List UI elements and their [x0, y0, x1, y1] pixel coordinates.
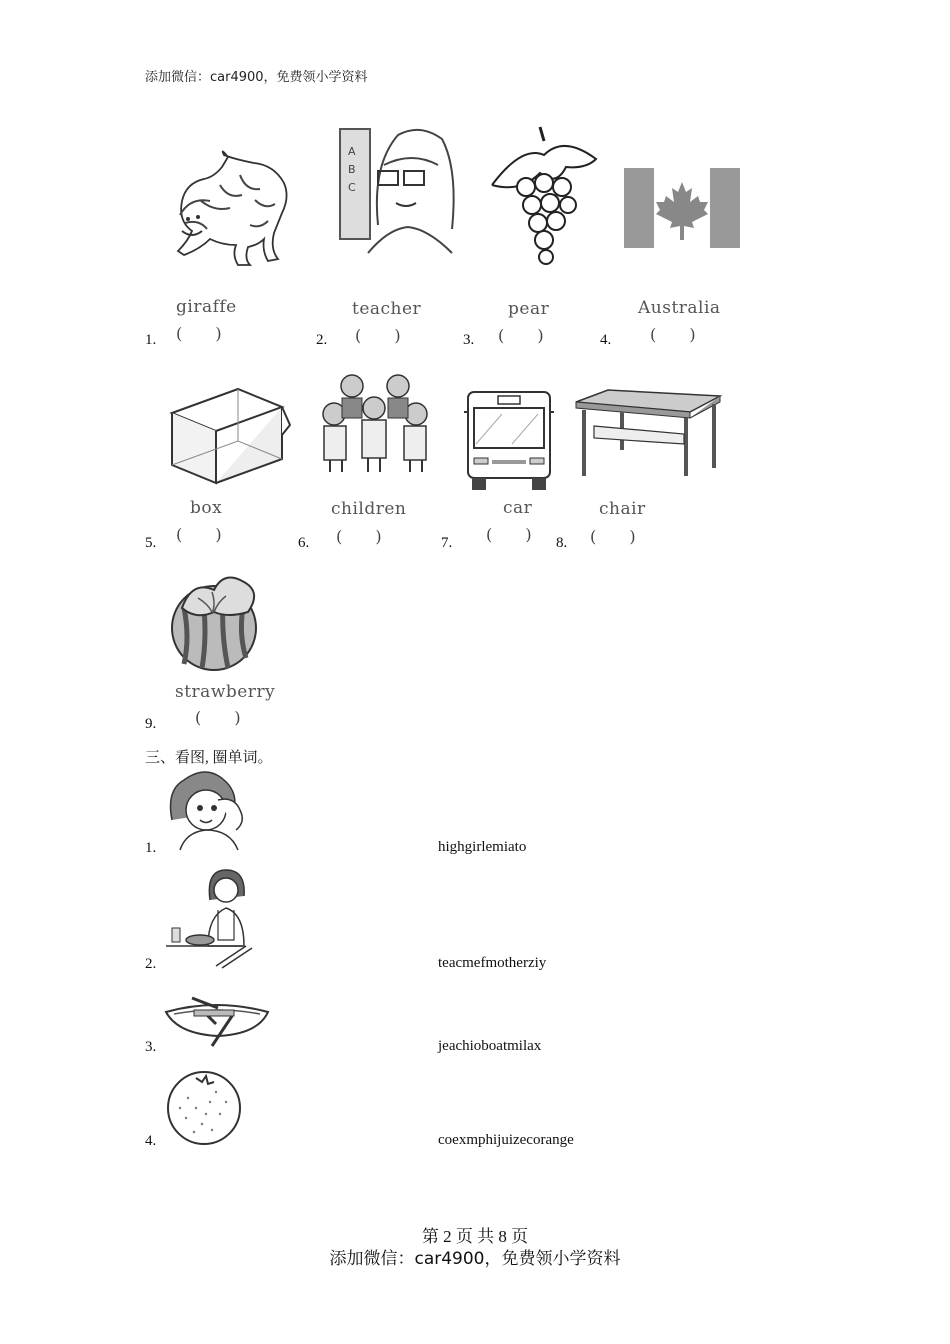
option-word: chair: [599, 499, 646, 519]
question-number: 2.: [316, 332, 328, 348]
canada-flag-icon: [624, 168, 740, 248]
teacher-icon: [338, 125, 458, 255]
answer-blank[interactable]: ( ): [650, 325, 696, 344]
answer-blank[interactable]: ( ): [176, 324, 222, 343]
answer-blank[interactable]: ( ): [590, 527, 636, 546]
footer-watermark: 添加微信：car4900，免费领小学资料: [329, 1249, 621, 1269]
question-number: 1.: [145, 332, 157, 348]
mother-cooking-icon: [166, 866, 262, 970]
answer-blank[interactable]: ( ): [195, 708, 241, 727]
letter-string[interactable]: jeachioboatmilax: [438, 1038, 542, 1054]
question-number: 2.: [145, 956, 157, 972]
option-word: children: [331, 499, 407, 519]
option-word: strawberry: [175, 682, 276, 702]
question-number: 4.: [600, 332, 612, 348]
question-number: 5.: [145, 535, 157, 551]
children-icon: [322, 370, 434, 474]
header-watermark: 添加微信：car4900，免费领小学资料: [145, 70, 368, 85]
letter-string[interactable]: coexmphijuizecorange: [438, 1132, 574, 1148]
question-number: 6.: [298, 535, 310, 551]
option-word: pear: [508, 299, 550, 319]
question-number: 8.: [556, 535, 568, 551]
option-word: Australia: [638, 298, 721, 318]
option-word: teacher: [352, 299, 422, 319]
answer-blank[interactable]: ( ): [498, 326, 544, 345]
svg-text:B: B: [348, 163, 356, 176]
option-word: car: [503, 498, 533, 518]
answer-blank[interactable]: ( ): [336, 527, 382, 546]
bus-icon: [462, 388, 556, 492]
letter-string[interactable]: teacmefmotherziy: [438, 955, 547, 971]
answer-blank[interactable]: ( ): [355, 326, 401, 345]
girl-icon: [166, 770, 252, 852]
page-number: 第 2 页 共 8 页: [421, 1227, 529, 1246]
answer-blank[interactable]: ( ): [486, 525, 532, 544]
tiger-icon: [160, 145, 300, 285]
desk-icon: [574, 388, 722, 480]
question-number: 4.: [145, 1133, 157, 1149]
grapes-icon: [482, 125, 602, 265]
question-number: 7.: [441, 535, 453, 551]
box-icon: [164, 385, 292, 485]
letter-string[interactable]: highgirlemiato: [438, 839, 527, 855]
orange-icon: [166, 1068, 244, 1146]
option-word: giraffe: [176, 297, 237, 317]
question-number: 9.: [145, 716, 157, 732]
section-title: 三、看图, 圈单词。: [145, 750, 273, 766]
watermelon-icon: [162, 568, 266, 672]
question-number: 3.: [463, 332, 475, 348]
question-number: 3.: [145, 1039, 157, 1055]
svg-text:C: C: [348, 181, 356, 194]
svg-text:A: A: [348, 145, 356, 158]
question-number: 1.: [145, 840, 157, 856]
boat-icon: [164, 992, 270, 1048]
option-word: box: [190, 498, 223, 518]
answer-blank[interactable]: ( ): [176, 525, 222, 544]
